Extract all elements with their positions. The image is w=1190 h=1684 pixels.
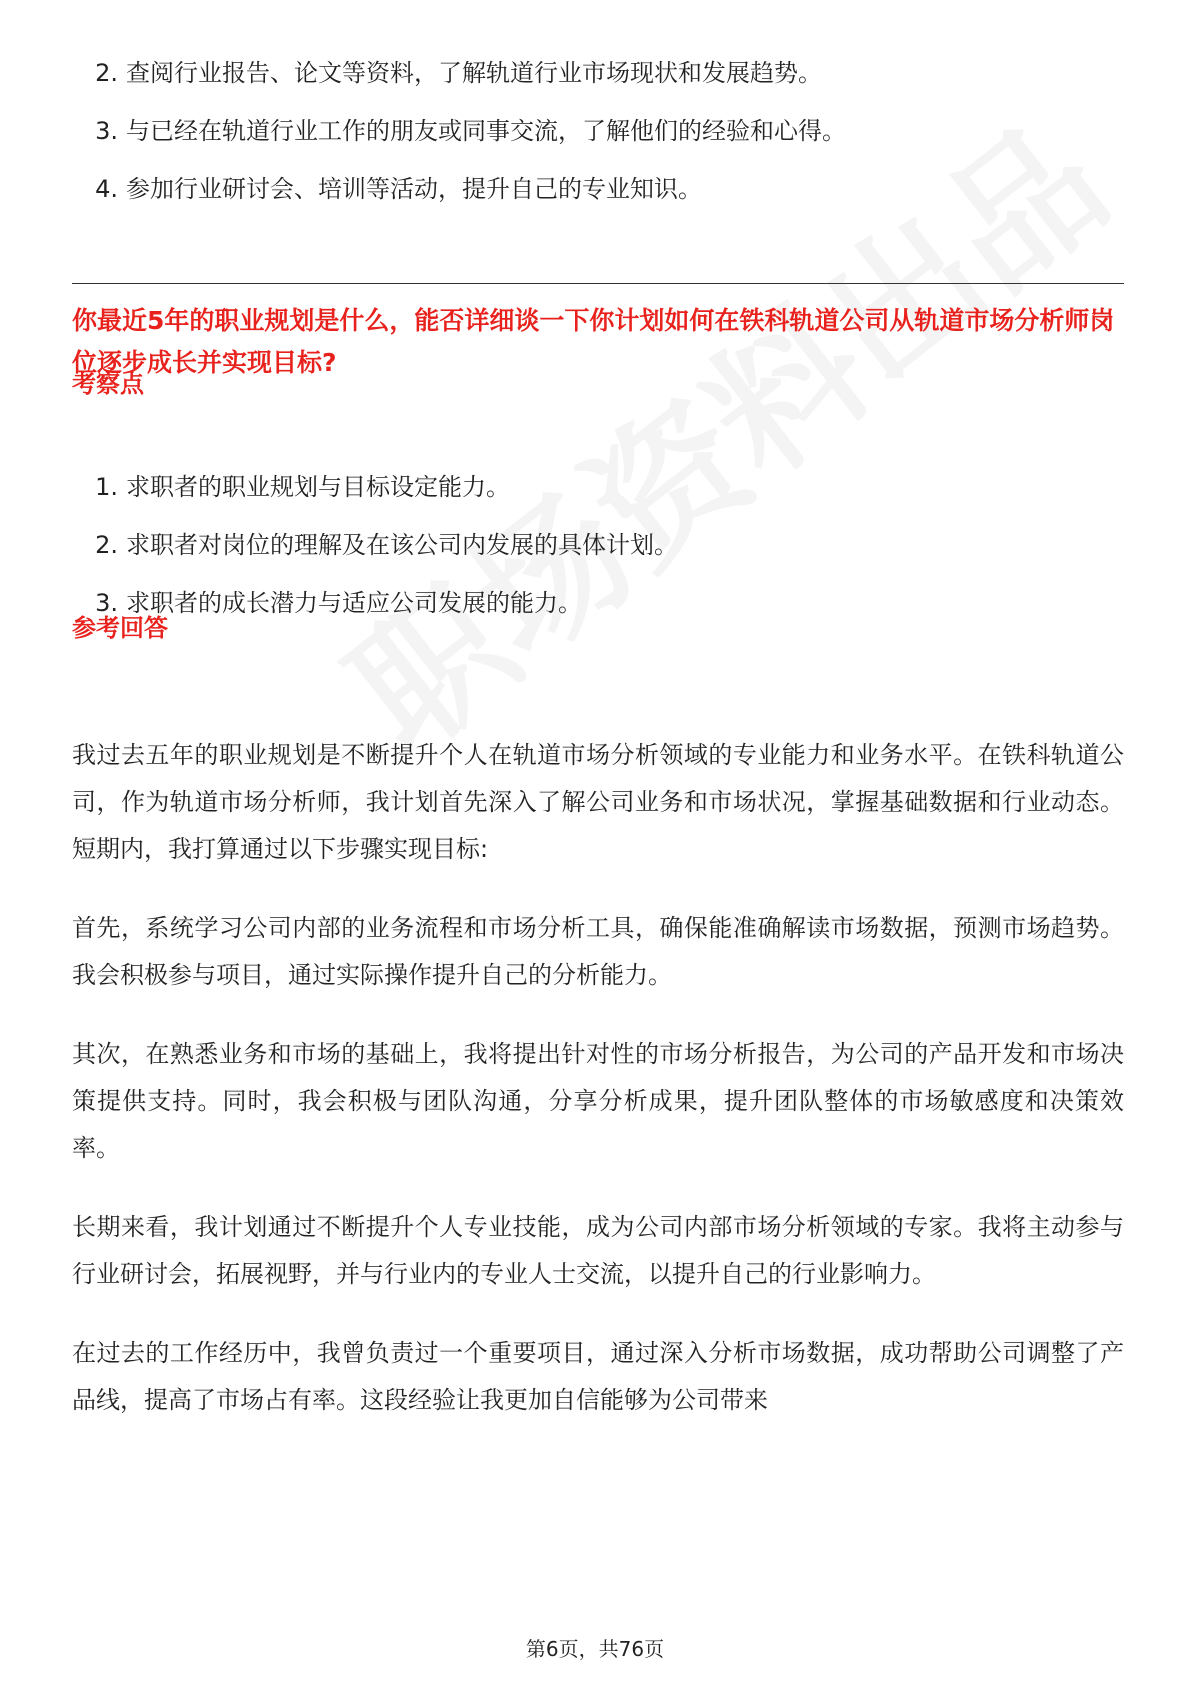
answer-paragraph: 首先，系统学习公司内部的业务流程和市场分析工具，确保能准确解读市场数据，预测市场趋势。我会积极参与项目，通过实际操作提升自己的分析能力。 [72, 914, 1124, 989]
list-number: 1. [95, 473, 118, 501]
answer-paragraph: 其次，在熟悉业务和市场的基础上，我将提出针对性的市场分析报告，为公司的产品开发和市场决策提供支持。同时，我会积极与团队沟通，分享分析成果，提升团队整体的市场敏感度和决策效率。 [72, 1040, 1124, 1162]
answer-paragraph: 长期来看，我计划通过不断提升个人专业技能，成为公司内部市场分析领域的专家。我将主动参与行业研讨会，拓展视野，并与行业内的专业人士交流，以提升自己的行业影响力。 [72, 1213, 1124, 1288]
list-number: 3. [95, 589, 118, 617]
answer-paragraph: 我过去五年的职业规划是不断提升个人在轨道市场分析领域的专业能力和业务水平。在铁科轨道公司，作为轨道市场分析师，我计划首先深入了解公司业务和市场状况，掌握基础数据和行业动态。短期内，我打算通过以下步骤实现目标: [72, 741, 1124, 863]
list-item [72, 472, 678, 502]
focus-heading: 考察点 [72, 370, 144, 398]
list-text: 求职者对岗位的理解及在该公司内发展的具体计划。 [126, 531, 678, 559]
list-text: 查阅行业报告、论文等资料，了解轨道行业市场现状和发展趋势。 [126, 59, 822, 87]
list-item [72, 58, 846, 88]
interview-question: 你最近5年的职业规划是什么，能否详细谈一下你计划如何在铁科轨道公司从轨道市场分析师岗位逐步成长并实现目标? [72, 306, 1115, 377]
list-number: 4. [95, 175, 118, 203]
list-text: 求职者的成长潜力与适应公司发展的能力。 [126, 589, 582, 617]
list-item [72, 530, 678, 560]
page-footer: 第6页，共76页 [525, 1637, 665, 1661]
continued-list [72, 58, 846, 232]
list-number: 3. [95, 117, 118, 145]
list-text: 参加行业研讨会、培训等活动，提升自己的专业知识。 [126, 175, 702, 203]
list-text: 与已经在轨道行业工作的朋友或同事交流，了解他们的经验和心得。 [126, 117, 846, 145]
list-number: 2. [95, 59, 118, 87]
section-divider [72, 283, 1124, 284]
list-number: 2. [95, 531, 118, 559]
answer-body [72, 732, 1124, 1456]
answer-heading: 参考回答 [72, 614, 168, 642]
list-item [72, 116, 846, 146]
list-item [72, 174, 846, 204]
answer-paragraph: 在过去的工作经历中，我曾负责过一个重要项目，通过深入分析市场数据，成功帮助公司调整了产品线，提高了市场占有率。这段经验让我更加自信能够为公司带来 [72, 1339, 1124, 1414]
list-text: 求职者的职业规划与目标设定能力。 [126, 473, 510, 501]
